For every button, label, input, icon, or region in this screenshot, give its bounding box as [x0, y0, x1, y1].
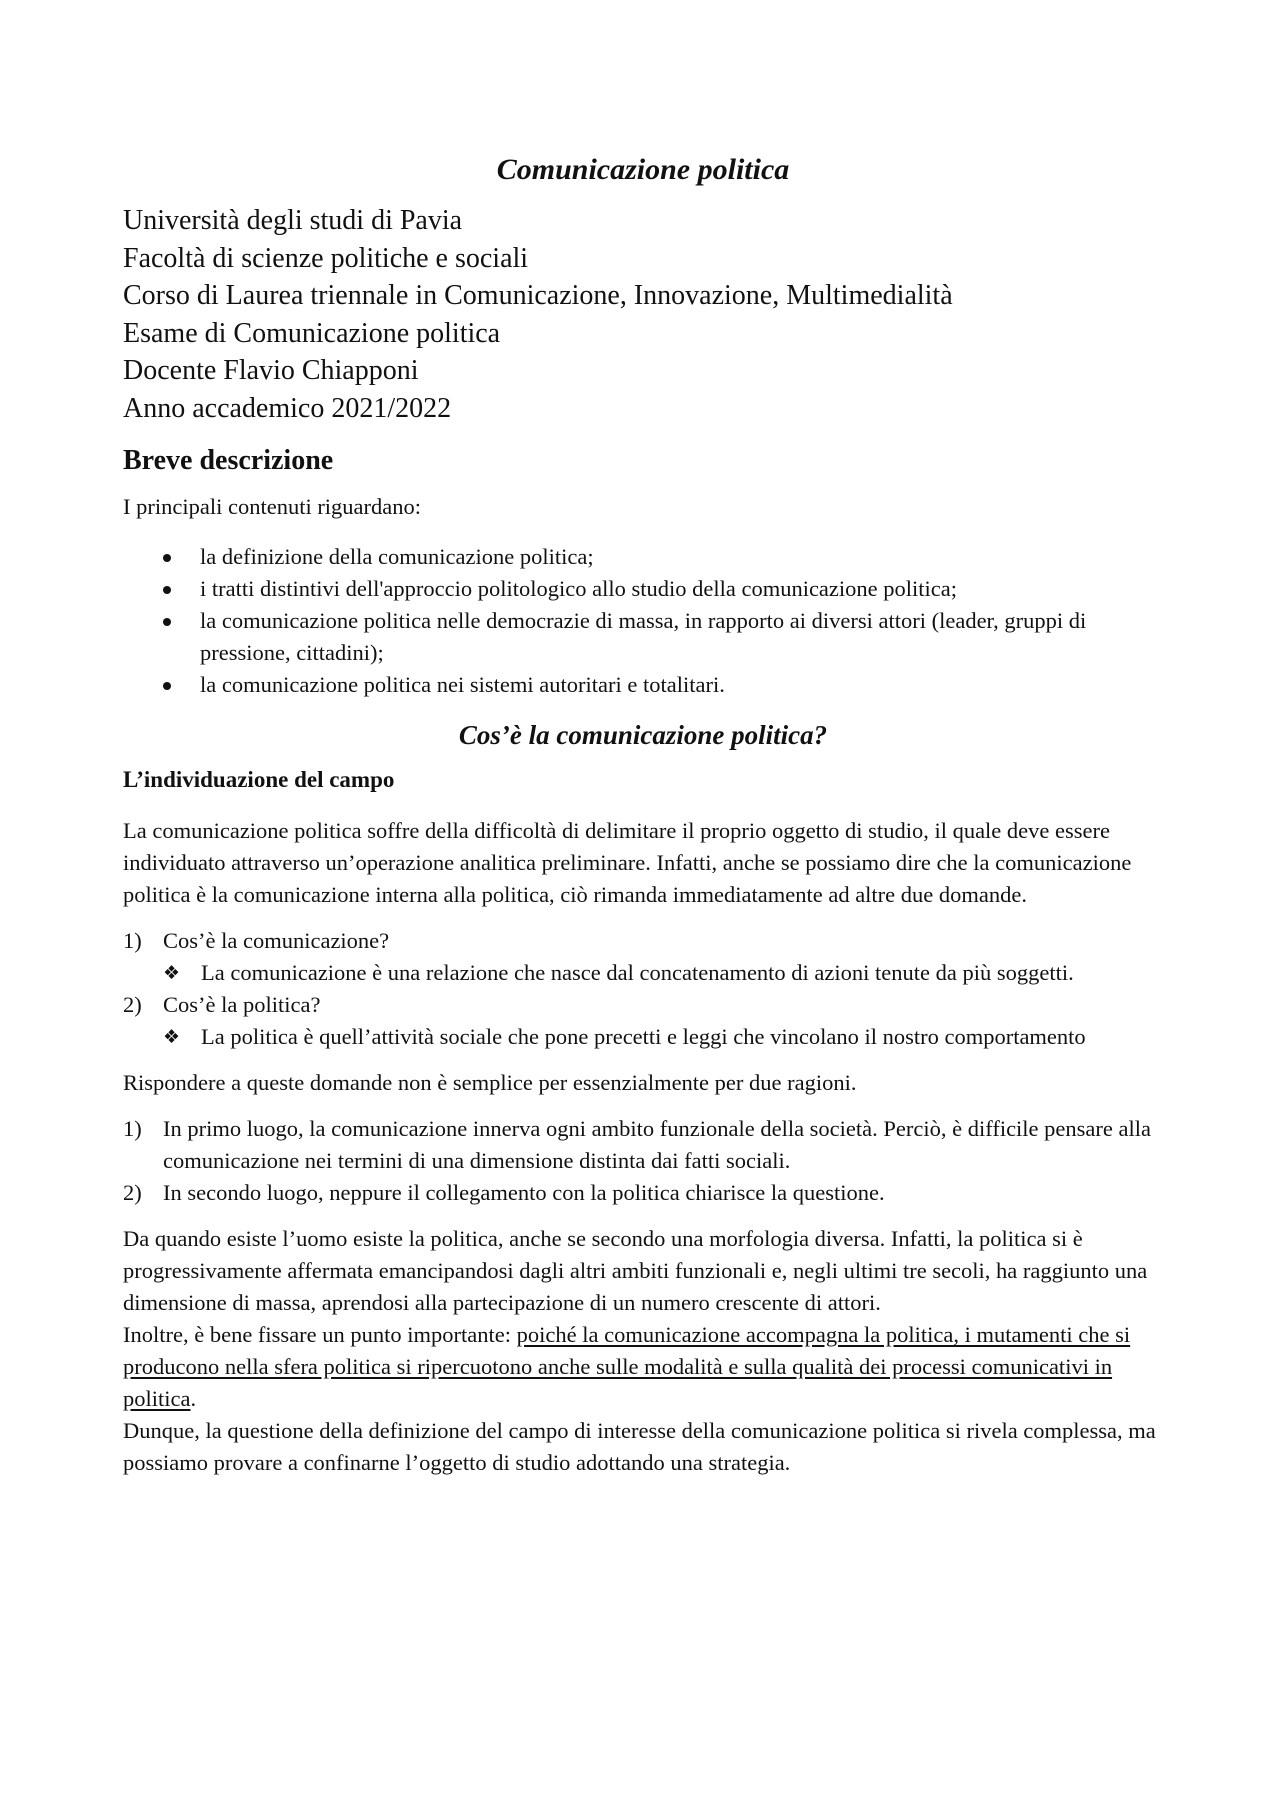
list-item: 2) In secondo luogo, neppure il collegamento con la politica chiarisce la questione. [123, 1180, 885, 1205]
list-item: 1) In primo luogo, la comunicazione innerva ogni ambito funzionale della società. Perciò, è difficile pensare alla comunicazione nei termini di una dimensione distinta dai fatti sociali. [123, 1116, 1151, 1173]
bullet-dot-icon [163, 618, 171, 626]
faculty-line: Facoltà di scienze politiche e sociali [123, 242, 529, 274]
exam-line: Esame di Comunicazione politica [123, 317, 501, 349]
questions-list [123, 925, 1163, 1053]
reasons-list [123, 1113, 1163, 1209]
section-heading-cos-e: Cos’è la comunicazione politica? [458, 720, 828, 750]
subheading-individuazione: L’individuazione del campo [123, 767, 395, 792]
section-heading-breve: Breve descrizione [123, 445, 334, 476]
content-bullet-list [123, 541, 1163, 701]
academic-year-line: Anno accademico 2021/2022 [123, 392, 452, 424]
document-title: Comunicazione politica [496, 153, 790, 186]
document-page [123, 150, 1163, 1479]
list-item: la comunicazione politica nelle democrazie di massa, in rapporto ai diversi attori (leader, gruppi di pressione, cittadini); [123, 605, 1163, 669]
breve-intro: I principali contenuti riguardano: [123, 494, 422, 519]
paragraph-conclusion: Dunque, la questione della definizione del campo di interesse della comunicazione politica si rivela complessa, ma possiamo provare a confinarne l’oggetto di studio adottando una strategia. [123, 1418, 1156, 1475]
diamond-bullet-icon: ❖ [163, 1026, 181, 1048]
list-item: i tratti distintivi dell'approccio politologico allo studio della comunicazione politica; [123, 573, 1163, 605]
diamond-bullet-icon: ❖ [163, 962, 181, 984]
course-info [123, 202, 1163, 427]
answer-item: ❖ La politica è quell’attività sociale che pone precetti e leggi che vincolano il nostro comportamento [123, 1021, 1163, 1053]
list-item: la comunicazione politica nei sistemi autoritari e totalitari. [123, 669, 1163, 701]
underlined-statement: poiché la comunicazione accompagna la politica, i mutamenti che si producono nella sfera politica si ripercuotono anche sulle modalità e sulla qualità dei processi comunicativi in politica [123, 1322, 1131, 1411]
list-item: 2) Cos’è la politica? [123, 992, 321, 1017]
paragraph-reasons-intro: Rispondere a queste domande non è semplice per essenzialmente per due ragioni. [123, 1070, 857, 1095]
paragraph-history: Da quando esiste l’uomo esiste la politica, anche se secondo una morfologia diversa. Infatti, la politica si è progressivamente affermata emancipandosi dagli altri ambiti funzionali e, negli ultimi tre secoli, ha raggiunto una dimensione di massa, aprendosi alla partecipazione di un numero crescente di attori. [123, 1226, 1148, 1315]
list-item: la definizione della comunicazione politica; [123, 541, 1163, 573]
degree-line: Corso di Laurea triennale in Comunicazione, Innovazione, Multimedialità [123, 280, 953, 311]
teacher-line: Docente Flavio Chiapponi [123, 355, 419, 386]
bullet-dot-icon [163, 554, 171, 562]
bullet-dot-icon [163, 586, 171, 594]
paragraph-important-point: Inoltre, è bene fissare un punto importante: poiché la comunicazione accompagna la politica, i mutamenti che si producono nella sfera politica si ripercuotono anche sulle modalità e sulla qualità dei processi comunicativi in politica. [123, 1322, 1131, 1411]
list-item: 1) Cos’è la comunicazione? [123, 928, 390, 953]
bullet-dot-icon [163, 682, 171, 690]
university-line: Università degli studi di Pavia [123, 205, 463, 236]
paragraph-intro: La comunicazione politica soffre della difficoltà di delimitare il proprio oggetto di studio, il quale deve essere individuato attraverso un’operazione analitica preliminare. Infatti, anche se possiamo dire che la comunicazione politica è la comunicazione interna alla politica, ciò rimanda immediatamente ad altre due domande. [123, 818, 1132, 907]
answer-item: ❖ La comunicazione è una relazione che nasce dal concatenamento di azioni tenute da più soggetti. [123, 957, 1163, 989]
